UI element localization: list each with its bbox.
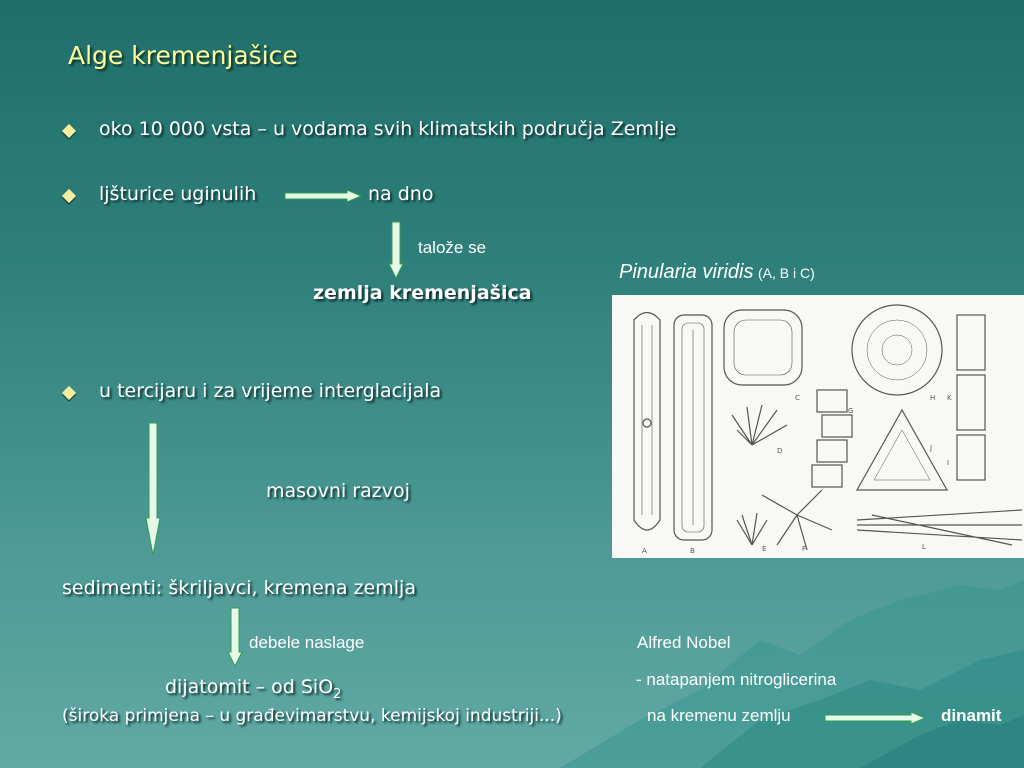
na-dno-text: na dno (368, 183, 434, 205)
dijatomit-main: dijatomit – od SiO (165, 676, 334, 698)
dijatomit-text (165, 676, 341, 702)
figure-letter: H (930, 394, 936, 402)
nobel-line-2: na kremenu zemlju (647, 706, 791, 725)
figure-letter: B (690, 547, 695, 555)
figure-caption (619, 261, 815, 284)
slide-title: Alge kremenjašice (68, 41, 298, 70)
arrow-down-long-icon (144, 423, 162, 559)
dijatomit-subscript: 2 (333, 686, 342, 702)
caption-species: Pinularia viridis (619, 261, 754, 283)
figure-letter: K (947, 394, 952, 402)
sedimenti-text: sedimenti: škriljavci, kremena zemlja (62, 577, 416, 599)
primjena-text: (široka primjena – u građevimarstvu, kemijskoj industriji...) (62, 706, 562, 726)
dinamit-text: dinamit (941, 706, 1002, 725)
zemlja-kremenjasica-text: zemlja kremenjašica (313, 282, 532, 304)
figure-letter: C (795, 394, 800, 402)
bullet-text-1: oko 10 000 vsta – u vodama svih klimatskih područja Zemlje (99, 118, 677, 140)
bullet-text-3: u tercijaru i za vrijeme interglacijala (99, 380, 442, 402)
figure-letter: F (802, 545, 807, 553)
nobel-line-1: - natapanjem nitroglicerina (636, 670, 837, 689)
caption-suffix: (A, B i C) (757, 265, 815, 281)
diatom-illustration (612, 295, 1024, 558)
figure-letter: D (777, 447, 783, 455)
figure-letter: L (922, 543, 926, 551)
figure-letter: J (930, 444, 933, 452)
arrow-down-icon (387, 222, 405, 282)
masovni-razvoj-text: masovni razvoj (266, 480, 410, 502)
talozhe-se-text: talože se (418, 238, 487, 257)
arrow-right-icon (285, 188, 365, 204)
bullet-text-2: ljšturice uginulih (99, 183, 257, 205)
nobel-name: Alfred Nobel (637, 633, 731, 652)
debele-naslage-text: debele naslage (249, 633, 365, 652)
figure-letter: A (642, 547, 647, 555)
figure-letter: E (762, 545, 767, 553)
figure-letter: G (848, 407, 854, 415)
figure-letter: I (947, 459, 950, 467)
arrow-right-icon (825, 710, 930, 726)
arrow-down-icon (226, 608, 244, 670)
diatom-drawing (612, 295, 1024, 558)
